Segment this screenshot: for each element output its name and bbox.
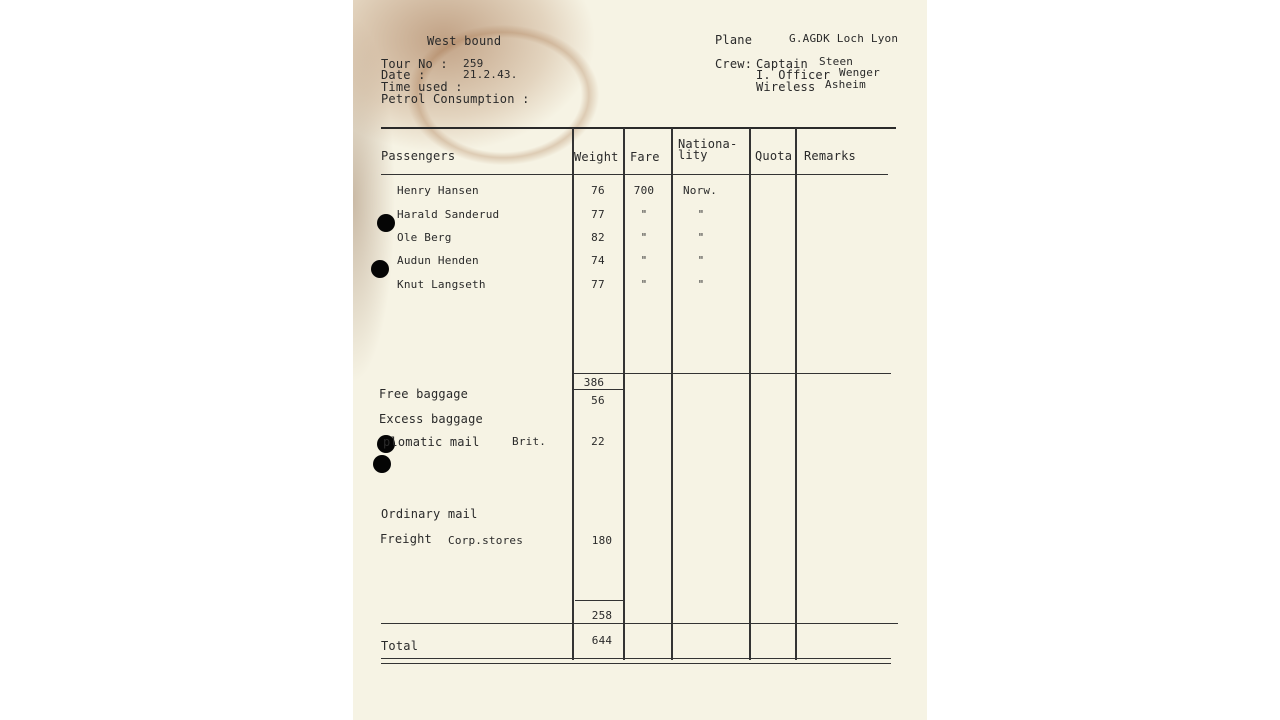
crew-name-officer: Wenger <box>839 66 880 79</box>
crew-role-officer: I. Officer <box>756 68 831 82</box>
petrol-consumption-label: Petrol Consumption : <box>381 92 530 106</box>
passenger-weight-subtotal: 386 <box>583 376 605 389</box>
column-header-passengers: Passengers <box>381 149 456 163</box>
total-bottom-rule-2 <box>381 663 891 664</box>
freight-weight: 180 <box>591 534 613 547</box>
passenger-name: Knut Langseth <box>397 278 486 291</box>
free-baggage-weight: 56 <box>591 394 605 407</box>
quota-left-rule <box>749 128 751 660</box>
punch-hole <box>377 214 395 232</box>
crew-name-wireless: Asheim <box>825 78 866 91</box>
diplomatic-mail-weight: 22 <box>591 435 605 448</box>
cargo-weight-subtotal: 258 <box>591 609 613 622</box>
passenger-weight: 77 <box>591 278 605 291</box>
passenger-weight: 82 <box>591 231 605 244</box>
freight-note: Corp.stores <box>448 534 524 547</box>
diplomatic-mail-label: plomatic mail <box>383 435 480 449</box>
passenger-nationality: " <box>697 254 705 267</box>
column-header-weight: Weight <box>574 150 619 164</box>
total-weight: 644 <box>591 634 613 647</box>
passenger-nationality: " <box>697 231 705 244</box>
header-bottom-rule <box>381 174 888 175</box>
passenger-nationality: " <box>697 278 705 291</box>
passenger-name: Ole Berg <box>397 231 452 244</box>
column-header-nationality: Nationa- lity <box>678 137 738 162</box>
passenger-fare: " <box>640 231 648 244</box>
freight-label: Freight <box>380 532 432 546</box>
passenger-fare: " <box>640 208 648 221</box>
crew-role-captain: Captain <box>756 57 808 71</box>
total-top-rule <box>381 623 898 624</box>
diplomatic-mail-note: Brit. <box>512 435 547 448</box>
crew-name-captain: Steen <box>819 55 854 68</box>
ordinary-mail-label: Ordinary mail <box>381 507 478 521</box>
passenger-fare: " <box>640 278 648 291</box>
total-bottom-rule-1 <box>381 658 891 659</box>
passenger-subtotal-rule <box>573 389 623 390</box>
date-label: Date : <box>381 68 426 82</box>
date-value: 21.2.43. <box>463 68 518 81</box>
tour-value: 259 <box>463 57 484 70</box>
passenger-nationality: Norw. <box>682 184 718 197</box>
excess-baggage-label: Excess baggage <box>379 412 483 426</box>
nationality-left-rule <box>671 128 673 660</box>
passenger-name: Audun Henden <box>397 254 479 267</box>
punch-hole <box>373 455 391 473</box>
passenger-name: Henry Hansen <box>397 184 479 197</box>
weight-left-rule <box>572 128 574 660</box>
crew-label: Crew: <box>715 57 753 71</box>
plane-value: G.AGDK Loch Lyon <box>789 32 899 45</box>
fare-left-rule <box>623 128 625 660</box>
passenger-weight: 74 <box>591 254 605 267</box>
passenger-nationality: " <box>697 208 705 221</box>
direction-label: West bound <box>427 34 502 48</box>
column-header-fare: Fare <box>630 150 660 164</box>
time-used-label: Time used : <box>381 80 463 94</box>
passenger-section-rule <box>573 373 891 374</box>
flight-manifest-sheet <box>353 0 927 720</box>
column-header-quota: Quota <box>755 149 793 163</box>
passenger-name: Harald Sanderud <box>397 208 500 221</box>
cargo-subtotal-rule <box>575 600 625 601</box>
crew-role-wireless: Wireless <box>756 80 816 94</box>
free-baggage-label: Free baggage <box>379 387 469 401</box>
total-label: Total <box>381 639 419 653</box>
passenger-fare: 700 <box>633 184 655 197</box>
column-header-remarks: Remarks <box>804 149 856 163</box>
tour-label: Tour No : <box>381 57 448 71</box>
passenger-fare: " <box>640 254 648 267</box>
remarks-left-rule <box>795 128 797 660</box>
table-top-rule <box>381 127 896 129</box>
passenger-weight: 76 <box>591 184 605 197</box>
plane-label: Plane <box>715 33 753 47</box>
punch-hole <box>371 260 389 278</box>
passenger-weight: 77 <box>591 208 605 221</box>
